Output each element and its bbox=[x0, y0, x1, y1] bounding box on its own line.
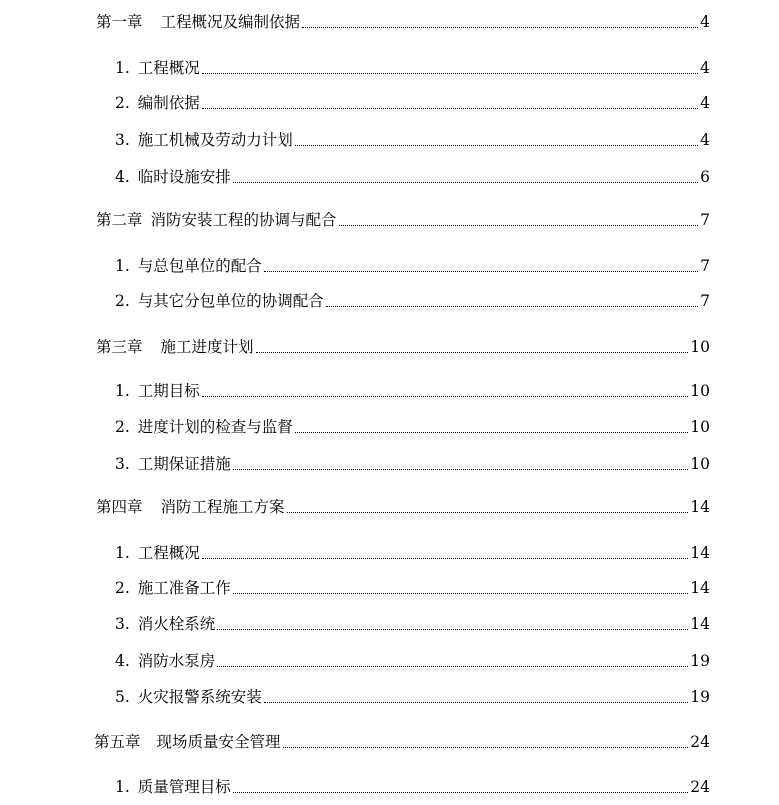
dot-leader bbox=[202, 107, 698, 109]
entry-number: 1. bbox=[115, 778, 130, 796]
toc-entry[interactable] bbox=[115, 57, 710, 79]
toc-entry[interactable] bbox=[115, 92, 710, 114]
toc-chapter-5[interactable] bbox=[94, 731, 710, 753]
chapter-label: 第五章 bbox=[94, 733, 141, 751]
entry-number: 4. bbox=[115, 168, 130, 186]
dot-leader bbox=[283, 746, 689, 748]
dot-leader bbox=[287, 511, 689, 513]
dot-leader bbox=[295, 431, 688, 433]
chapter-title: 现场质量安全管理 bbox=[156, 733, 281, 751]
toc-entry[interactable] bbox=[115, 453, 710, 475]
toc-entry[interactable] bbox=[115, 776, 710, 798]
dot-leader bbox=[202, 557, 688, 559]
chapter-label: 第一章 bbox=[96, 13, 143, 31]
entry-title: 火灾报警系统安装 bbox=[137, 688, 262, 706]
entry-title: 消防水泵房 bbox=[137, 652, 216, 670]
page-number: 6 bbox=[700, 168, 710, 186]
chapter-title: 工程概况及编制依据 bbox=[160, 13, 301, 31]
toc-entry[interactable] bbox=[115, 290, 710, 312]
entry-number: 4. bbox=[115, 652, 130, 670]
entry-title: 进度计划的检查与监督 bbox=[137, 418, 293, 436]
toc-entry[interactable] bbox=[115, 380, 710, 402]
entry-number: 2. bbox=[115, 292, 130, 310]
dot-leader bbox=[202, 395, 688, 397]
toc-entry[interactable] bbox=[115, 166, 710, 188]
page-number: 19 bbox=[690, 652, 710, 670]
toc-chapter-3[interactable] bbox=[96, 336, 710, 358]
entry-title: 质量管理目标 bbox=[137, 778, 231, 796]
toc-chapter-4[interactable] bbox=[96, 496, 710, 518]
entry-number: 3. bbox=[115, 131, 130, 149]
page-number: 14 bbox=[690, 615, 710, 633]
dot-leader bbox=[339, 224, 698, 226]
dot-leader bbox=[264, 270, 698, 272]
page-number: 10 bbox=[690, 338, 710, 356]
page-number: 14 bbox=[690, 579, 710, 597]
page-number: 24 bbox=[690, 778, 710, 796]
page-number: 14 bbox=[690, 498, 710, 516]
chapter-label: 第四章 bbox=[96, 498, 143, 516]
page-number: 7 bbox=[700, 292, 710, 310]
page-number: 10 bbox=[690, 382, 710, 400]
chapter-title: 施工进度计划 bbox=[160, 338, 254, 356]
entry-title: 工期保证措施 bbox=[137, 455, 231, 473]
entry-number: 2. bbox=[115, 94, 130, 112]
dot-leader bbox=[326, 305, 698, 307]
toc-chapter-2[interactable] bbox=[96, 209, 710, 231]
entry-title: 施工准备工作 bbox=[137, 579, 231, 597]
toc-entry[interactable] bbox=[115, 577, 710, 599]
toc-chapter-1[interactable] bbox=[96, 11, 710, 33]
dot-leader bbox=[264, 701, 688, 703]
page-number: 10 bbox=[690, 418, 710, 436]
toc-entry[interactable] bbox=[115, 255, 710, 277]
chapter-label: 第三章 bbox=[96, 338, 143, 356]
chapter-title: 消防工程施工方案 bbox=[160, 498, 285, 516]
dot-leader bbox=[295, 144, 698, 146]
entry-number: 3. bbox=[115, 455, 130, 473]
page-number: 4 bbox=[700, 94, 710, 112]
entry-number: 2. bbox=[115, 418, 130, 436]
entry-title: 与其它分包单位的协调配合 bbox=[137, 292, 324, 310]
page-number: 10 bbox=[690, 455, 710, 473]
entry-number: 5. bbox=[115, 688, 130, 706]
page-number: 7 bbox=[700, 211, 710, 229]
dot-leader bbox=[217, 665, 688, 667]
page-number: 14 bbox=[690, 544, 710, 562]
page-number: 4 bbox=[700, 59, 710, 77]
entry-title: 施工机械及劳动力计划 bbox=[137, 131, 293, 149]
chapter-label: 第二章 bbox=[96, 211, 143, 229]
entry-title: 工程概况 bbox=[137, 59, 200, 77]
toc-entry[interactable] bbox=[115, 686, 710, 708]
page-number: 4 bbox=[700, 13, 710, 31]
entry-number: 2. bbox=[115, 579, 130, 597]
entry-number: 1. bbox=[115, 382, 130, 400]
dot-leader bbox=[233, 791, 688, 793]
entry-number: 1. bbox=[115, 257, 130, 275]
chapter-title: 消防安装工程的协调与配合 bbox=[150, 211, 337, 229]
dot-leader bbox=[302, 26, 698, 28]
toc-entry[interactable] bbox=[115, 542, 710, 564]
toc-entry[interactable] bbox=[115, 650, 710, 672]
entry-title: 工期目标 bbox=[137, 382, 200, 400]
entry-title: 工程概况 bbox=[137, 544, 200, 562]
page-number: 24 bbox=[690, 733, 710, 751]
page-number: 4 bbox=[700, 131, 710, 149]
entry-title: 消火栓系统 bbox=[137, 615, 216, 633]
page-number: 7 bbox=[700, 257, 710, 275]
entry-number: 1. bbox=[115, 59, 130, 77]
dot-leader bbox=[233, 592, 688, 594]
dot-leader bbox=[233, 181, 698, 183]
entry-title: 与总包单位的配合 bbox=[137, 257, 262, 275]
dot-leader bbox=[233, 468, 688, 470]
toc-entry[interactable] bbox=[115, 416, 710, 438]
entry-title: 临时设施安排 bbox=[137, 168, 231, 186]
entry-title: 编制依据 bbox=[137, 94, 200, 112]
entry-number: 3. bbox=[115, 615, 130, 633]
toc-entry[interactable] bbox=[115, 613, 710, 635]
page-number: 19 bbox=[690, 688, 710, 706]
dot-leader bbox=[202, 72, 698, 74]
toc-entry[interactable] bbox=[115, 129, 710, 151]
dot-leader bbox=[217, 628, 688, 630]
dot-leader bbox=[256, 351, 689, 353]
entry-number: 1. bbox=[115, 544, 130, 562]
